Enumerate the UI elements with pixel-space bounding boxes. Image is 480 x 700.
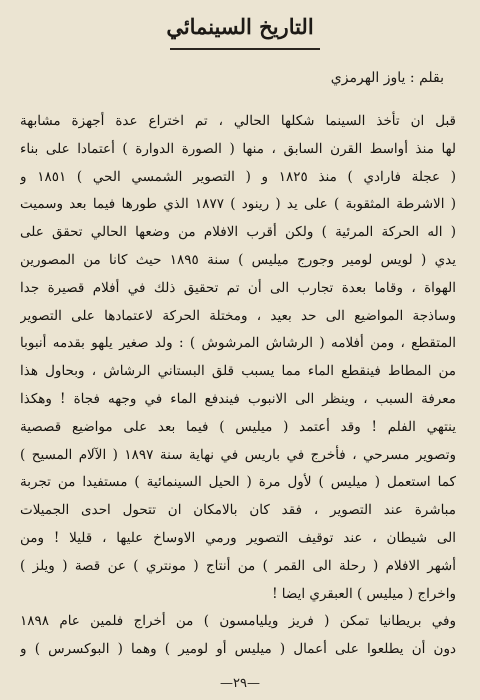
text-line: من المطاط فينقطع الماء مما يسبب قلق البستاني الرشاش ، وبحاول هذا [20,363,456,380]
text-line: يدي ( لويس لومير وجورج ميليس ) سنة ١٨٩٥ حيث كانا من المصورين [20,251,456,268]
title-underline [170,48,320,50]
text-line: ( عجلة فارادي ) منذ ١٨٢٥ و ( التصوير الشمسي الحي ) ١٨٥١ و [20,168,456,185]
text-line: واخراج ( ميليس ) العبقري ايضا ! [272,585,456,602]
text-line: ( الاشرطة المثقوبة ) على يد ( رينود ) ١٨٧٧ الذي طورها فيما بعد وسميت [20,196,456,213]
author-byline: بقلم : ياوز الهرمزي [330,70,444,86]
page-title: التاريخ السينمائي [166,14,314,39]
text-line: أشهر الافلام ( رحلة الى القمر ) من أنتاج ( مونتري ) عن قصة ( ويلز ) [20,557,456,574]
text-line: وساذجة المواضيع الى حد بعيد ، ومختلة الحركة لاعتمادها على التصوير [20,307,456,324]
article-body [20,108,456,664]
text-line: كما استعمل ( ميليس ) لأول مرة ( الحيل السينمائية ) مستفيدا من تجربة [20,474,456,491]
text-line: وتصوير مسرحي ، فأخرج في باريس في نهاية سنة ١٨٩٧ ( الآلام المسيح ) [20,446,456,463]
text-line: مباشرة عند التصوير ، فقد كان بالامكان ان تتحول احدى الجميلات [20,502,456,519]
text-line: قبل ان تأخذ السينما شكلها الحالي ، تم اختراع عدة أجهزة مشابهة [20,113,456,129]
page-number: —٢٩— [220,676,260,691]
text-line: الى شيطان ، عند توقيف التصوير ورمي الاوساخ عليها ، قليلا ! ومن [20,529,456,546]
text-line: المتقطع ، ومن أفلامه ( الرشاش المرشوش ) : ولد صغير يلهو بقدمه أنبوبا [20,335,456,352]
text-line: معرفة السبب ، وينظر الى الانبوب فيندفع الماء في وجهه فجاة ! وهكذا [20,390,456,407]
text-line: وفي بريطانيا تمكن ( فريز ويليامسون ) من أخراج فلمين عام ١٨٩٨ [20,613,456,630]
text-line: ينتهي الفلم ! وقد أعتمد ( ميليس ) فيما بعد على مواضيع قصصية [20,418,456,435]
text-line: لها منذ أواسط القرن السابق ، منها ( الصورة الدوارة ) أعتمادا على بناء [20,140,456,157]
text-line: ( اله الحركة المرئية ) ولكن أقرب الافلام من وضعها الحالي تحقق على [20,224,456,241]
text-line: الهواة ، وقاما بعدة تجارب الى أن تم تحقيق ذلك في أفلام قصيرة جدا [20,279,456,296]
text-line: دون أن يطلعوا على أعمال ( ميليس أو لومير ) وهما ( البوكسرس ) و [20,641,456,658]
